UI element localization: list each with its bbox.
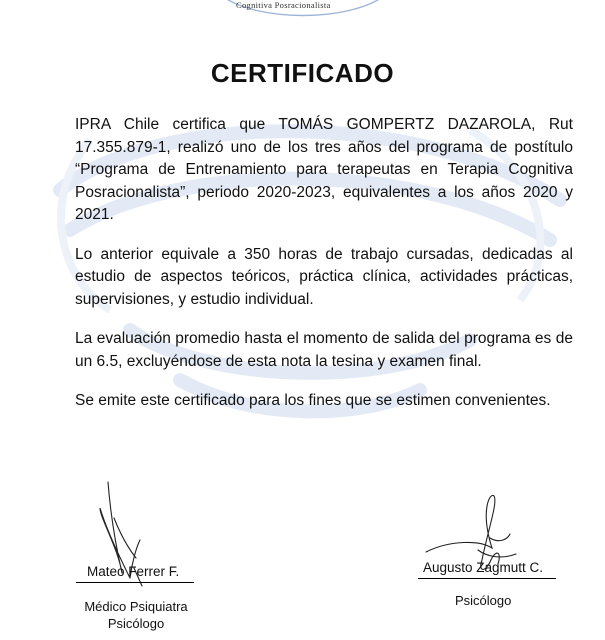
signature-line-right bbox=[418, 578, 556, 579]
logo-arc bbox=[218, 0, 388, 18]
paragraph-2: Lo anterior equivale a 350 horas de trabajo cursadas, dedicadas al estudio de aspectos teóricos, práctica clínica, actividades prácticas, supervisiones, y estudio individual. bbox=[75, 245, 573, 308]
signatory-left-role-line1: Médico Psiquiatra bbox=[84, 599, 188, 614]
signatory-right-name: Augusto Zagmutt C. bbox=[423, 560, 544, 575]
signatory-right-role: Psicólogo bbox=[455, 593, 512, 608]
logo-arc-text: Cognitiva Posracionalista bbox=[236, 0, 331, 10]
paragraph-3: La evaluación promedio hasta el momento de salida del programa es de un 6.5, excluyéndose de esta nota la tesina y examen final. bbox=[75, 330, 573, 370]
signature-line-left bbox=[76, 582, 194, 583]
paragraph-1: IPRA Chile certifica que TOMÁS GOMPERTZ DAZAROLA, Rut 17.355.879-1, realizó uno de los tres años del programa de postítulo “Programa de Entrenamiento para terapeutas en Terapia Cognitiva Posracionalista”, periodo 2020-2023, equivalentes a los años 2020 y 2021. bbox=[75, 116, 573, 223]
certificate-title: CERTIFICADO bbox=[210, 58, 395, 88]
signatory-left-role bbox=[78, 598, 194, 632]
signatory-left-name: Mateo Ferrer F. bbox=[87, 564, 180, 579]
paragraph-4: Se emite este certificado para los fines que se estimen convenientes. bbox=[75, 392, 551, 409]
certificate-body bbox=[75, 114, 573, 430]
signatory-left-role-line2: Psicólogo bbox=[107, 616, 165, 631]
